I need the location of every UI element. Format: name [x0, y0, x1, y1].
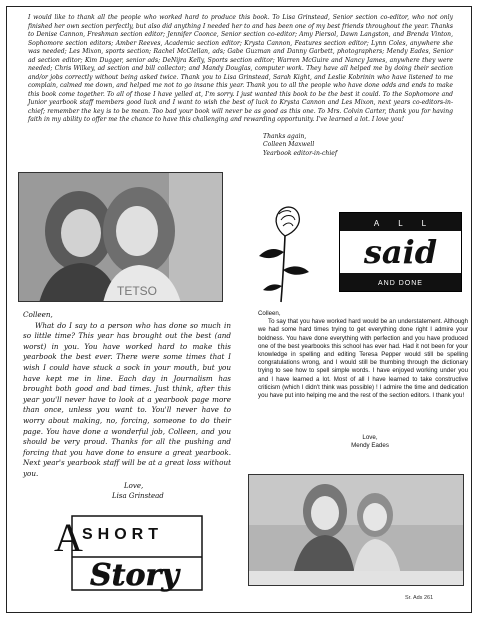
- rose-illustration: [251, 200, 317, 304]
- eades-signature-block: [330, 434, 410, 451]
- signer-role: Yearbook editor-in-chief: [263, 149, 338, 157]
- signer-name: Colleen Maxwell: [263, 141, 315, 149]
- letter-closing: Love,: [362, 434, 378, 441]
- photo-two-students-table: [248, 474, 464, 586]
- letter-closing: Thanks again,: [263, 133, 307, 140]
- photo-two-students-image: [19, 173, 223, 302]
- graphic-line2-text: Story: [90, 558, 179, 593]
- editor-signature-block: [263, 133, 383, 158]
- grinstead-letter: [23, 310, 231, 480]
- svg-text:A: A: [54, 515, 83, 560]
- letter-body: What do I say to a person who has done so much in so little time? This year has brought out the best (and worst) in you. You have worked hard to make this yearbook the best ever. There were some times that I wish I could have stuck a sock in your mouth, but you have kept me in line. Each day in Journalism has brought both good and bad times. Just think, after this year you'll never have to look at a yearbook page more than once, unless you want to. You'll never have to worry about making, no, forcing, someone to do their page. You have done a wonderful job, Colleen, and you should be very proud. Thanks for all the pushing and forcing that you have done to ensure a great yearbook. Next year's yearbook staff will be at a great loss without you.: [23, 320, 231, 478]
- photo-two-students: [18, 172, 223, 302]
- letter-salutation: Colleen,: [258, 310, 281, 317]
- grinstead-signature-block: [112, 482, 212, 501]
- all-said-and-done-graphic: [339, 212, 462, 292]
- graphic-line1-text: SHORT: [82, 526, 163, 543]
- letter-salutation: Colleen,: [23, 310, 53, 319]
- page-footer: Sr. Ads 261: [405, 595, 434, 601]
- letter-closing: Love,: [124, 482, 144, 490]
- letter-body: To say that you have worked hard would be an understatement. Although we had some hard times trying to get everything done right I admire your boldness. You have done everything with perfection and you have produced one of the best yearbooks this school has ever had. Had it not been for your knowledge in spelling and editing Teresa Pepper would still be spelling congratulations wrong, and I would still be thumbing through the dictionary trying to see how to spell simple words. I have enjoyed working under you and I have learned a lot. Most of all I have learned to take constructive criticism (which I didn't think was possible) ! I admire the time and dedication you have put into helping me and the rest of the section editors. I thank you!: [258, 318, 468, 400]
- eades-letter: [258, 310, 468, 400]
- graphic-middle-band: [340, 231, 461, 273]
- signer-name: Mendy Eades: [351, 442, 389, 450]
- photo-two-students-table-image: [249, 475, 464, 586]
- graphic-middle-text: said: [363, 233, 438, 271]
- graphic-bottom-text: AND DONE: [378, 280, 423, 287]
- a-short-story-graphic: [52, 513, 204, 593]
- letter-body: I would like to thank all the people who worked hard to produce this book. To Lisa Grinstead, Senior section co-editor, who not only finished her own section perfectly, but also did anything I needed her to and has been one of my best friends throughout the year. Thanks to Denise Cannon, Freshman section editor; Jennifer Coonce, Senior section co-editor; Amy Piersol, Dawn Langston, and Brenda Vinton, Sophomore section editors; Amber Reeves, Academic section editor; Krysta Cannon, Features section editor; Lynn Coles, anywhere she was needed; Les Mixon, sports section; Rachel McClellan, ads; Gabe Guzman and Danny Garbett, photographers; Mendy Eades, Senior ad section editor; Kim Dugger, senior ads; DeNijra Kelly, Sports section editor; Warren McGuire and Nancy James, anywhere they were needed; Chris Wilkey, ad section and bill collector; and Mandy Douglas, computer work. They have all helped me by doing their section and/or jobs correctly without being asked twice. Thank you to Lisa Grinstead, Sarah Kight, and Leslie Kobrinin who have listened to me complain, calmed me down, and helped me not to go insane this year. Thank you to all the people who have done odds and ends to make this book come together. To all of those I have yelled at, I'm sorry. I just wanted this book to be the best it could. To the Sophomore and Junior yearbook staff members good luck and I want to wish the best of luck to Krysta Cannon and Les Mixon, next years co-editors-in-chief; remember the key is to be mean. Too bad your book will never be as good as this one. To Mrs. Colvin Carter, thank you for having faith in my ability to offer me the chance to have this challenging and rewarding opportunity. I've learned a lot. I love you!: [28, 14, 453, 123]
- svg-text:TETSO: TETSO: [117, 284, 158, 298]
- signer-name: Lisa Grinstead: [112, 491, 164, 500]
- editor-thank-you-letter: [28, 14, 453, 125]
- graphic-top-text: ALL: [373, 219, 446, 228]
